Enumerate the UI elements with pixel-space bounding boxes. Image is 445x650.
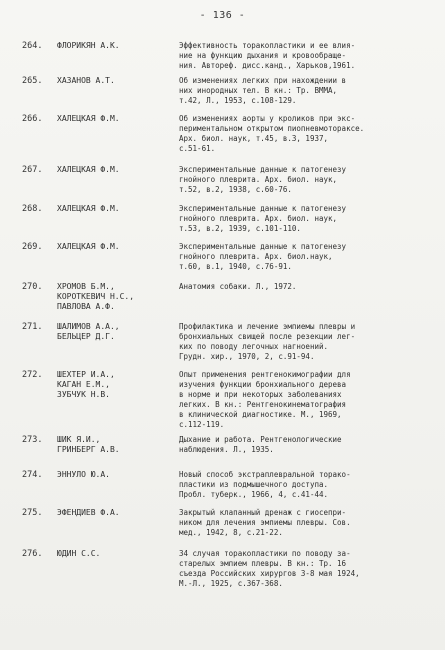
entry-number: 271.	[22, 322, 43, 332]
entry-description: Новый способ экстраплевральной торако- пластики из подмышечного доступа. Пробл. туберк., 1966, 4, с.41-44.	[179, 470, 351, 499]
entry-authors: ХАЛЕЦКАЯ Ф.М.	[57, 242, 120, 251]
entry-number: 272.	[22, 370, 43, 380]
entry-number: 266.	[22, 114, 43, 124]
entry-authors: ХАЗАНОВ А.Т.	[57, 76, 115, 85]
entry-number: 268.	[22, 204, 43, 214]
entry-authors: ЮДИН С.С.	[57, 549, 101, 558]
entry-description: Дыхание и работа. Рентгенологические наблюдения. Л., 1935.	[179, 435, 342, 454]
entry-authors: ФЛОРИКЯН А.К.	[57, 41, 120, 50]
entry-description: Анатомия собаки. Л., 1972.	[179, 282, 297, 291]
entry-description: Закрытый клапанный дренаж с гиосепри- ником для лечения эмпиемы плевры. Сов. мед., 1942, 8, с.21-22.	[179, 508, 351, 537]
entry-description: Об изменениях легких при нахождении в них инородных тел. В кн.: Тр. ВММА, т.42, Л., 1953, с.108-129.	[179, 76, 347, 105]
entry-number: 265.	[22, 76, 43, 86]
entry-number: 273.	[22, 435, 43, 445]
entry-authors: ЭННУЛО Ю.А.	[57, 470, 110, 479]
page-number: - 136 -	[199, 10, 246, 21]
entry-authors: ХАЛЕЦКАЯ Ф.М.	[57, 114, 120, 123]
entry-number: 274.	[22, 470, 43, 480]
entry-authors: ШАЛИМОВ А.А., БЕЛЬЦЕР Д.Г.	[57, 322, 120, 341]
entry-number: 267.	[22, 165, 43, 175]
entry-number: 270.	[22, 282, 43, 292]
entry-number: 276.	[22, 549, 43, 559]
entry-description: Об изменениях аорты у кроликов при экс- периментальном открытом пиопневмотораксе. Арх. биол. наук, т.45, в.3, 1937, с.51-61.	[179, 114, 365, 153]
entry-description: Экспериментальные данные к патогенезу гнойного плеврита. Арх. биол.наук, т.60, в.1, 1940, с.76-91.	[179, 242, 347, 271]
entry-description: Экспериментальные данные к патогенезу гнойного плеврита. Арх. биол. наук, т.53, в.2, 1939, с.101-110.	[179, 204, 347, 233]
entry-authors: ЭФЕНДИЕВ Ф.А.	[57, 508, 120, 517]
entry-description: Профилактика и лечение эмпиемы плевры и бронхиальных свищей после резекции лег- ких по поводу легочных нагноений. Грудн. хир., 1970, 2, с.91-94.	[179, 322, 356, 361]
entry-description: Эффективность торакопластики и ее влия- ние на функцию дыхания и кровообраще- ния. Автореф. дисс.канд., Харьков,1961.	[179, 41, 356, 70]
entry-authors: ХАЛЕЦКАЯ Ф.М.	[57, 204, 120, 213]
entry-description: Экспериментальные данные к патогенезу гнойного плеврита. Арх. биол. наук, т.52, в.2, 1938, с.60-76.	[179, 165, 347, 194]
entry-number: 275.	[22, 508, 43, 518]
entry-authors: ХРОМОВ Б.М., КОРОТКЕВИЧ Н.С., ПАВЛОВА А.Ф.	[57, 282, 135, 311]
entry-description: Опыт применения рентгенокимографии для изучения функции бронхиального дерева в норме и при некоторых заболеваниях легких. В кн.: Рентгенокинематография в клинической диагностике. М., 1969, с.112-119.	[179, 370, 351, 429]
entry-description: 34 случая торакопластики по поводу за- старелых эмпием плевры. В кн.: Тр. 16 съезда Российских хирургов 3-8 мая 1924, М.-Л., 1925, с.367-368.	[179, 549, 360, 588]
entry-authors: ШИК Я.И., ГРИНБЕРГ А.В.	[57, 435, 120, 454]
entry-number: 264.	[22, 41, 43, 51]
entry-authors: ШЕХТЕР И.А., КАГАН Е.М., ЗУБЧУК Н.В.	[57, 370, 115, 399]
entry-authors: ХАЛЕЦКАЯ Ф.М.	[57, 165, 120, 174]
entry-number: 269.	[22, 242, 43, 252]
